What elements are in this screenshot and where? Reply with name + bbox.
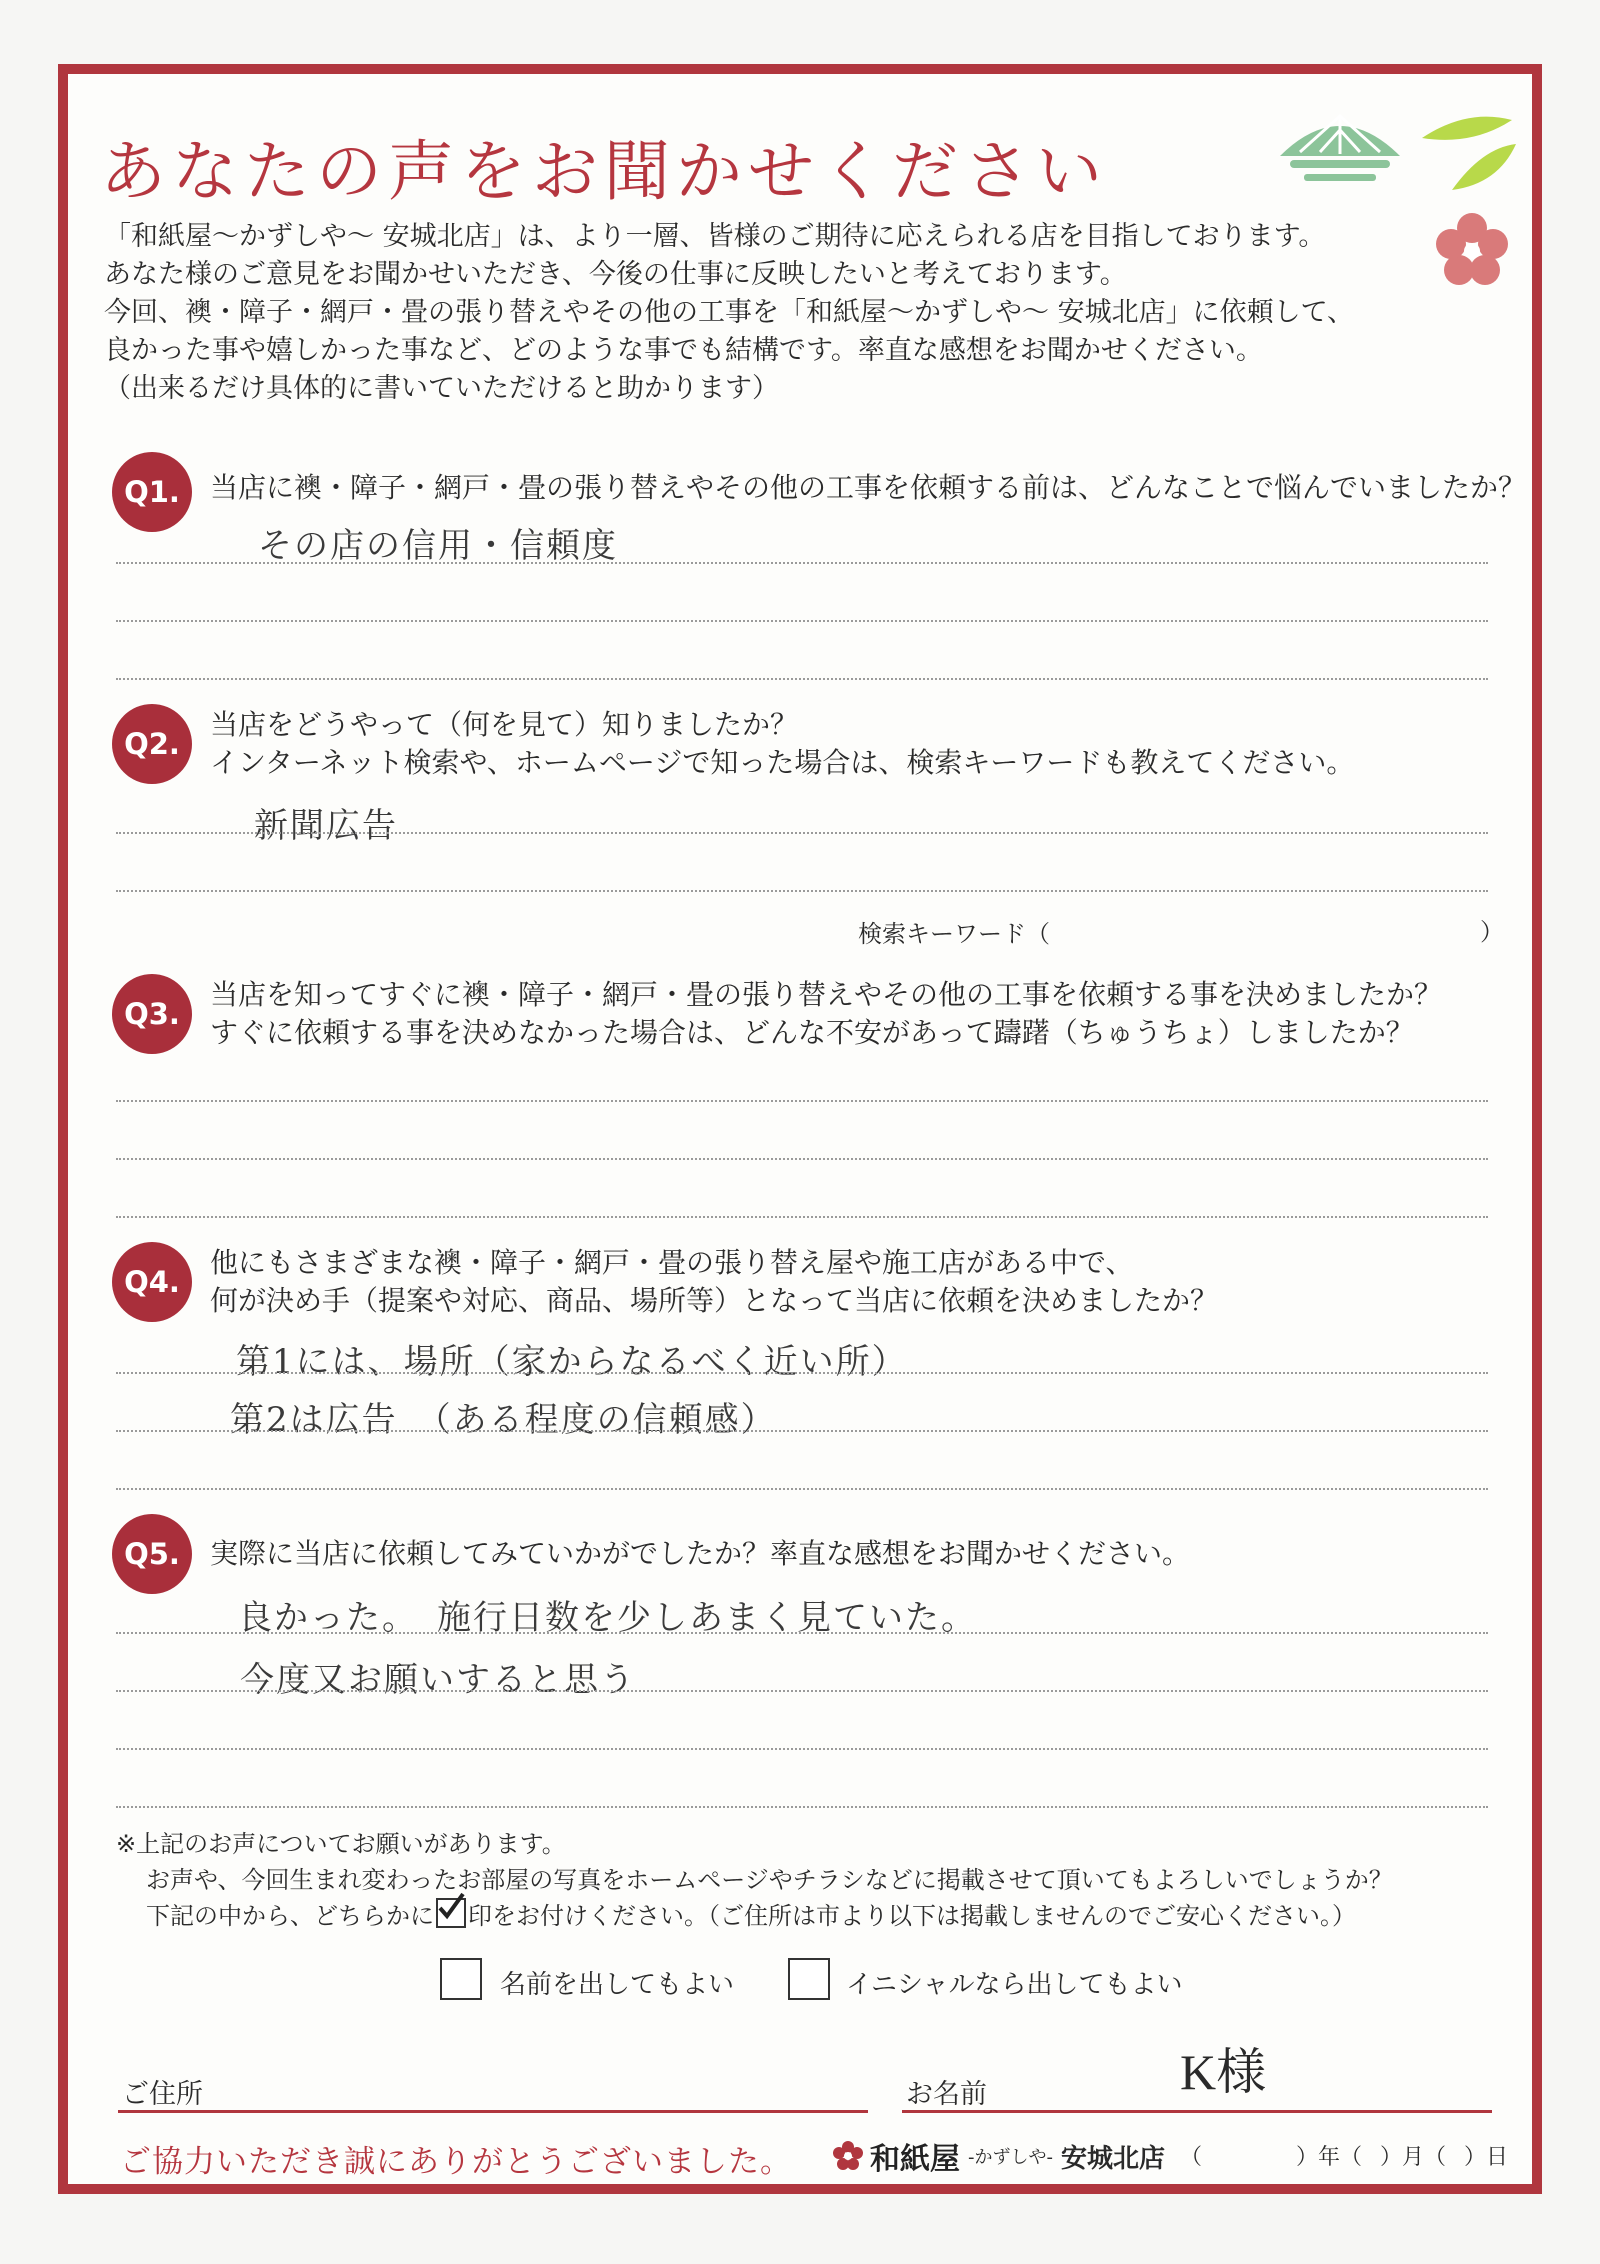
name-label: お名前 <box>906 2079 987 2110</box>
initial-ok-label: イニシャルなら出してもよい <box>846 1970 1183 2000</box>
q5-answer-line2: 今度又お願いすると思う <box>240 1660 636 1700</box>
answer-line <box>116 1748 1488 1750</box>
q2-badge: Q2. <box>112 704 192 784</box>
q2-answer: 新聞広告 <box>254 806 398 846</box>
q3-text-line2: すぐに依頼する事を決めなかった場合は、どんな不安があって躊躇（ちゅうちょ）しましたか？ <box>210 1016 1414 1049</box>
date-month: ）月（ <box>1380 2145 1447 2170</box>
pine-icon <box>1270 96 1410 196</box>
search-keyword-label: 検索キーワード（ <box>858 920 1050 948</box>
answer-line <box>116 678 1488 680</box>
brand-logo: 和紙屋 -かずしや- 安城北店 <box>832 2134 1165 2178</box>
q4-text-line2: 何が決め手（提案や対応、商品、場所等）となって当店に依頼を決めましたか？ <box>210 1284 1219 1317</box>
answer-line <box>116 1632 1488 1634</box>
flower-logo-icon <box>832 2140 864 2172</box>
answer-line <box>116 562 1488 564</box>
answer-line <box>116 1100 1488 1102</box>
notes-line2: お声や、今回生まれ変わったお部屋の写真をホームページやチラシなどに掲載させて頂いてもよろしいでしょうか？ <box>146 1866 1393 1894</box>
q5-answer-line1: 良かった。 施行日数を少しあまく見ていた。 <box>238 1598 977 1638</box>
plum-blossom-icon <box>1432 210 1512 290</box>
address-label: ご住所 <box>122 2079 203 2110</box>
date-day: ）日 <box>1464 2145 1509 2170</box>
q4-answer-line2: 第2は広告 （ある程度の信頼感） <box>230 1400 777 1440</box>
thanks-message: ご協力いただき誠にありがとうございました。 <box>120 2144 792 2180</box>
date-open: （ <box>1180 2145 1203 2170</box>
q5-badge: Q5. <box>112 1514 192 1594</box>
q3-text-line1: 当店を知ってすぐに襖・障子・網戸・畳の張り替えやその他の工事を依頼する事を決めましたか？ <box>210 978 1443 1011</box>
answer-line <box>116 1488 1488 1490</box>
q3-badge: Q3. <box>112 974 192 1054</box>
answer-line <box>116 1158 1488 1160</box>
q1-answer: その店の信用・信頼度 <box>258 526 618 566</box>
answer-line <box>116 620 1488 622</box>
q1-text: 当店に襖・障子・網戸・畳の張り替えやその他の工事を依頼する前は、どんなことで悩んでいましたか？ <box>210 471 1527 504</box>
name-ok-label: 名前を出してもよい <box>500 1970 735 2000</box>
q5-text: 実際に当店に依頼してみていかがでしたか？率直な感想をお聞かせください。 <box>210 1537 1191 1570</box>
answer-line <box>116 1806 1488 1808</box>
q4-answer-line1: 第1には、場所（家からなるべく近い所） <box>236 1342 908 1382</box>
q4-text-line1: 他にもさまざまな襖・障子・網戸・畳の張り替え屋や施工店がある中で、 <box>210 1246 1134 1279</box>
intro-text: 「和紙屋〜かずしや〜 安城北店」は、より一層、皆様のご期待に応えられる店を目指しております。 あなた様のご意見をお聞かせいただき、今後の仕事に反映したいと考えております。 今回、襖・障子・網戸・畳の張り替えやその他の工事を「和紙屋〜かずしや〜 安城北店」に依頼して、 良かった事や嬉しかった事など、どのような事でも結構です。率直な感想をお聞かせください。 （出来るだけ具体的に書いていただけると助かります） <box>104 221 1355 404</box>
q4-badge: Q4. <box>112 1242 192 1322</box>
answer-line <box>116 1216 1488 1218</box>
notes-line3: 下記の中から、どちらかに 印をお付けください。（ご住所は市より以下は掲載しませんのでご安心ください。） <box>146 1898 1356 1934</box>
notes-line1: ※上記のお声についてお願いがあります。 <box>116 1830 566 1858</box>
answer-line <box>116 1430 1488 1432</box>
initial-ok-checkbox[interactable] <box>788 1958 830 2000</box>
name-line <box>902 2110 1492 2113</box>
checkmark-icon <box>436 1898 466 1928</box>
answer-line <box>116 1372 1488 1374</box>
bamboo-leaf-icon <box>1412 108 1522 198</box>
answer-line <box>116 832 1488 834</box>
q2-text-line1: 当店をどうやって（何を見て）知りましたか？ <box>210 708 799 741</box>
q2-text-line2: インターネット検索や、ホームページで知った場合は、検索キーワードも教えてください。 <box>210 746 1355 779</box>
name-value: K様 <box>1180 2044 1267 2100</box>
answer-line <box>116 890 1488 892</box>
address-line <box>118 2110 868 2113</box>
name-ok-checkbox[interactable] <box>440 1958 482 2000</box>
page-title: あなたの声をお聞かせください <box>100 133 1108 210</box>
date-year: ）年（ <box>1296 2145 1363 2170</box>
search-keyword-close: ） <box>1480 918 1504 946</box>
answer-line <box>116 1690 1488 1692</box>
q1-badge: Q1. <box>112 452 192 532</box>
